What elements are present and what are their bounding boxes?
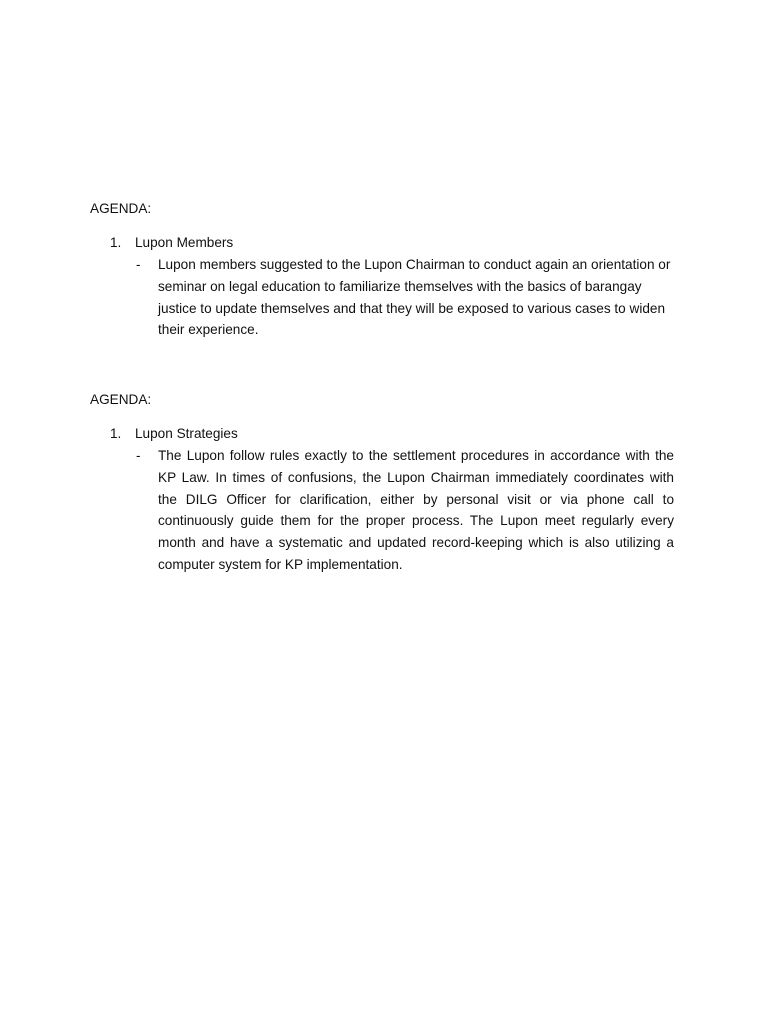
bullet-text: The Lupon follow rules exactly to the settlement procedures in accordance with the KP Law. In times of confusions, the Lupon Chairman immediately coordinates with the DILG Officer for clarification, either by personal visit or via phone call to continuously guide them for the proper process. The Lupon meet regularly every month and have a systematic and updated record-keeping which is also utilizing a computer system for KP implementation. [158,448,674,572]
agenda-heading: AGENDA: [90,201,152,216]
bullet-dash: - [136,448,141,463]
item-number: 1. [110,426,122,441]
agenda-item-title [110,423,238,445]
agenda-heading: AGENDA: [90,392,152,407]
bullet-dash: - [136,257,141,272]
item-title-text: Lupon Members [135,235,234,250]
item-title-text: Lupon Strategies [135,426,238,441]
bullet-text: Lupon members suggested to the Lupon Chairman to conduct again an orientation or seminar on legal education to familiarize themselves with the basics of barangay justice to update themselves and that they will be exposed to various cases to widen their experience. [158,257,671,338]
item-number: 1. [110,235,122,250]
agenda-item-title [110,232,233,254]
